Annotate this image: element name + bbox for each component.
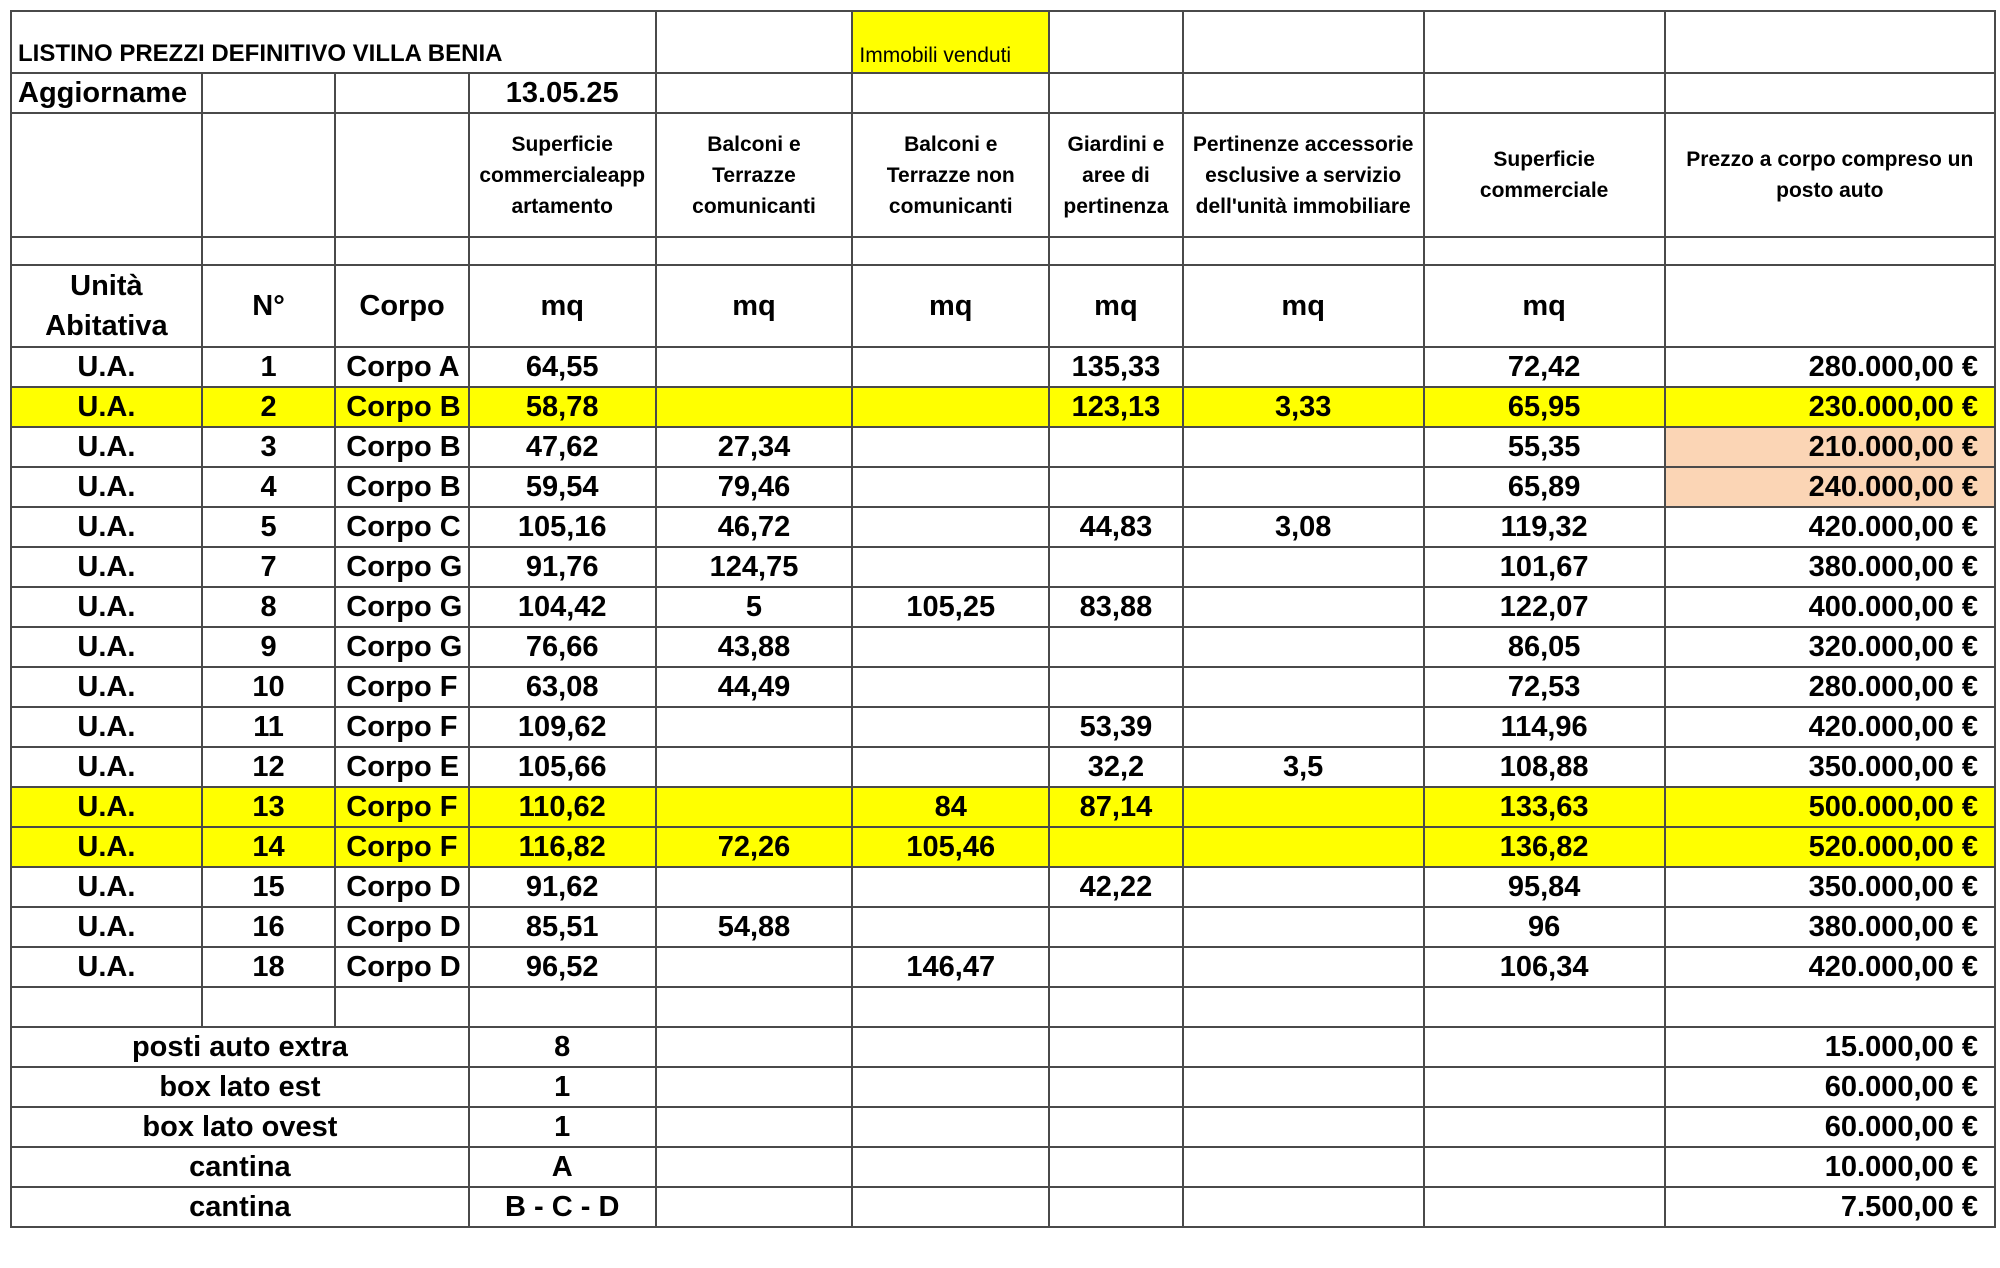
cell-giardini: 83,88 xyxy=(1049,587,1183,627)
extra-prezzo: 60.000,00 € xyxy=(1665,1067,1995,1107)
extra-qty: 1 xyxy=(469,1107,656,1147)
header-corpo: Corpo xyxy=(335,265,469,347)
cell-prezzo: 230.000,00 € xyxy=(1665,387,1995,427)
cell-balc-noncom xyxy=(852,427,1049,467)
update-row xyxy=(11,73,1995,113)
cell-giardini: 44,83 xyxy=(1049,507,1183,547)
empty-cell xyxy=(1049,1027,1183,1067)
empty-cell xyxy=(1183,73,1424,113)
cell-sup-comm: 96 xyxy=(1424,907,1665,947)
cell-sup-comm: 136,82 xyxy=(1424,827,1665,867)
cell-balc-com: 79,46 xyxy=(656,467,853,507)
cell-n: 11 xyxy=(202,707,336,747)
table-row xyxy=(11,587,1995,627)
cell-corpo: Corpo C xyxy=(335,507,469,547)
extra-qty: A xyxy=(469,1147,656,1187)
cell-balc-com: 54,88 xyxy=(656,907,853,947)
cell-sup-comm: 86,05 xyxy=(1424,627,1665,667)
empty-cell xyxy=(656,1147,853,1187)
cell-ua: U.A. xyxy=(11,747,202,787)
cell-balc-noncom: 84 xyxy=(852,787,1049,827)
extra-row xyxy=(11,1067,1995,1107)
extra-prezzo: 7.500,00 € xyxy=(1665,1187,1995,1227)
cell-ua: U.A. xyxy=(11,387,202,427)
cell-ua: U.A. xyxy=(11,467,202,507)
cell-sup-app: 91,76 xyxy=(469,547,656,587)
extra-label: posti auto extra xyxy=(11,1027,469,1067)
table-row xyxy=(11,707,1995,747)
cell-ua: U.A. xyxy=(11,667,202,707)
empty-cell xyxy=(656,1107,853,1147)
update-label: Aggiorname xyxy=(11,73,202,113)
table-row xyxy=(11,667,1995,707)
empty-cell xyxy=(1424,1107,1665,1147)
cell-balc-noncom xyxy=(852,507,1049,547)
header-mq: mq xyxy=(1183,265,1424,347)
cell-n: 7 xyxy=(202,547,336,587)
header-mq: mq xyxy=(469,265,656,347)
cell-sup-app: 58,78 xyxy=(469,387,656,427)
cell-pertinenze xyxy=(1183,867,1424,907)
cell-prezzo: 350.000,00 € xyxy=(1665,747,1995,787)
table-row xyxy=(11,347,1995,387)
cell-ua: U.A. xyxy=(11,907,202,947)
cell-sup-app: 110,62 xyxy=(469,787,656,827)
extra-qty: B - C - D xyxy=(469,1187,656,1227)
cell-n: 14 xyxy=(202,827,336,867)
empty-cell xyxy=(1183,1147,1424,1187)
table-row xyxy=(11,907,1995,947)
extra-row xyxy=(11,1187,1995,1227)
cell-n: 18 xyxy=(202,947,336,987)
empty-cell xyxy=(852,73,1049,113)
cell-sup-comm: 72,42 xyxy=(1424,347,1665,387)
table-row xyxy=(11,387,1995,427)
empty-cell xyxy=(1049,1187,1183,1227)
spacer-row xyxy=(11,987,1995,1027)
cell-pertinenze xyxy=(1183,587,1424,627)
cell-ua: U.A. xyxy=(11,427,202,467)
price-list-table xyxy=(10,10,1996,1228)
price-list-sheet xyxy=(10,10,1996,1228)
empty-cell xyxy=(1424,73,1665,113)
cell-giardini xyxy=(1049,547,1183,587)
extra-label: cantina xyxy=(11,1147,469,1187)
cell-balc-com: 124,75 xyxy=(656,547,853,587)
cell-ua: U.A. xyxy=(11,827,202,867)
header-giardini: Giardini e aree di pertinenza xyxy=(1049,113,1183,237)
header-mq: mq xyxy=(852,265,1049,347)
empty-cell xyxy=(1183,1107,1424,1147)
cell-balc-noncom xyxy=(852,467,1049,507)
cell-prezzo: 350.000,00 € xyxy=(1665,867,1995,907)
empty-cell xyxy=(1183,1067,1424,1107)
cell-sup-app: 47,62 xyxy=(469,427,656,467)
empty-cell xyxy=(1049,1147,1183,1187)
cell-balc-com xyxy=(656,747,853,787)
empty-cell xyxy=(656,1067,853,1107)
cell-corpo: Corpo B xyxy=(335,427,469,467)
empty-cell xyxy=(1049,1067,1183,1107)
cell-prezzo: 500.000,00 € xyxy=(1665,787,1995,827)
cell-corpo: Corpo G xyxy=(335,547,469,587)
cell-sup-comm: 65,89 xyxy=(1424,467,1665,507)
header-sup-comm: Superficie commerciale xyxy=(1424,113,1665,237)
cell-sup-comm: 106,34 xyxy=(1424,947,1665,987)
cell-pertinenze xyxy=(1183,667,1424,707)
cell-balc-noncom: 105,46 xyxy=(852,827,1049,867)
header-prezzo: Prezzo a corpo compreso un posto auto xyxy=(1665,113,1995,237)
empty-cell xyxy=(1049,1107,1183,1147)
cell-sup-comm: 119,32 xyxy=(1424,507,1665,547)
table-row xyxy=(11,947,1995,987)
cell-corpo: Corpo D xyxy=(335,867,469,907)
empty-cell xyxy=(1424,1147,1665,1187)
cell-balc-noncom xyxy=(852,387,1049,427)
cell-n: 12 xyxy=(202,747,336,787)
cell-prezzo: 420.000,00 € xyxy=(1665,947,1995,987)
cell-balc-noncom xyxy=(852,627,1049,667)
cell-ua: U.A. xyxy=(11,347,202,387)
empty-cell xyxy=(656,1187,853,1227)
cell-balc-noncom xyxy=(852,707,1049,747)
cell-prezzo: 380.000,00 € xyxy=(1665,547,1995,587)
empty-cell xyxy=(852,1147,1049,1187)
table-row xyxy=(11,747,1995,787)
cell-sup-comm: 55,35 xyxy=(1424,427,1665,467)
table-row xyxy=(11,787,1995,827)
header-mq: mq xyxy=(1424,265,1665,347)
cell-sup-app: 76,66 xyxy=(469,627,656,667)
cell-prezzo: 420.000,00 € xyxy=(1665,507,1995,547)
cell-pertinenze xyxy=(1183,547,1424,587)
cell-balc-com: 43,88 xyxy=(656,627,853,667)
empty-cell xyxy=(1424,1067,1665,1107)
cell-sup-app: 96,52 xyxy=(469,947,656,987)
header-balc-noncom: Balconi e Terrazze non comunicanti xyxy=(852,113,1049,237)
empty-cell xyxy=(1183,11,1424,73)
empty-cell xyxy=(335,73,469,113)
cell-ua: U.A. xyxy=(11,507,202,547)
extra-qty: 1 xyxy=(469,1067,656,1107)
extra-prezzo: 10.000,00 € xyxy=(1665,1147,1995,1187)
empty-cell xyxy=(335,113,469,237)
table-row xyxy=(11,867,1995,907)
cell-giardini xyxy=(1049,827,1183,867)
cell-sup-comm: 114,96 xyxy=(1424,707,1665,747)
cell-balc-com xyxy=(656,387,853,427)
cell-corpo: Corpo G xyxy=(335,627,469,667)
cell-sup-app: 59,54 xyxy=(469,467,656,507)
cell-pertinenze xyxy=(1183,347,1424,387)
cell-corpo: Corpo F xyxy=(335,707,469,747)
cell-ua: U.A. xyxy=(11,787,202,827)
cell-balc-com xyxy=(656,867,853,907)
cell-n: 15 xyxy=(202,867,336,907)
cell-corpo: Corpo D xyxy=(335,947,469,987)
cell-giardini xyxy=(1049,467,1183,507)
cell-giardini: 123,13 xyxy=(1049,387,1183,427)
cell-sup-app: 105,66 xyxy=(469,747,656,787)
cell-prezzo: 210.000,00 € xyxy=(1665,427,1995,467)
cell-prezzo: 380.000,00 € xyxy=(1665,907,1995,947)
cell-corpo: Corpo F xyxy=(335,667,469,707)
cell-balc-com: 27,34 xyxy=(656,427,853,467)
extra-prezzo: 15.000,00 € xyxy=(1665,1027,1995,1067)
cell-pertinenze xyxy=(1183,467,1424,507)
cell-sup-comm: 101,67 xyxy=(1424,547,1665,587)
cell-n: 1 xyxy=(202,347,336,387)
cell-n: 4 xyxy=(202,467,336,507)
cell-pertinenze xyxy=(1183,947,1424,987)
cell-ua: U.A. xyxy=(11,627,202,667)
cell-pertinenze xyxy=(1183,427,1424,467)
cell-ua: U.A. xyxy=(11,707,202,747)
cell-prezzo: 520.000,00 € xyxy=(1665,827,1995,867)
cell-prezzo: 240.000,00 € xyxy=(1665,467,1995,507)
cell-corpo: Corpo D xyxy=(335,907,469,947)
units-header-row xyxy=(11,265,1995,347)
cell-balc-com xyxy=(656,707,853,747)
empty-cell xyxy=(852,1067,1049,1107)
cell-sup-comm: 108,88 xyxy=(1424,747,1665,787)
empty-cell xyxy=(202,73,336,113)
table-row xyxy=(11,627,1995,667)
cell-sup-comm: 133,63 xyxy=(1424,787,1665,827)
cell-giardini xyxy=(1049,627,1183,667)
cell-corpo: Corpo F xyxy=(335,787,469,827)
cell-sup-comm: 65,95 xyxy=(1424,387,1665,427)
cell-ua: U.A. xyxy=(11,547,202,587)
cell-giardini: 53,39 xyxy=(1049,707,1183,747)
cell-prezzo: 420.000,00 € xyxy=(1665,707,1995,747)
cell-corpo: Corpo A xyxy=(335,347,469,387)
cell-sup-app: 105,16 xyxy=(469,507,656,547)
cell-corpo: Corpo B xyxy=(335,387,469,427)
cell-pertinenze xyxy=(1183,627,1424,667)
empty-cell xyxy=(852,1107,1049,1147)
empty-cell xyxy=(1424,1027,1665,1067)
cell-balc-com: 44,49 xyxy=(656,667,853,707)
empty-cell xyxy=(1049,73,1183,113)
cell-ua: U.A. xyxy=(11,867,202,907)
cell-giardini: 135,33 xyxy=(1049,347,1183,387)
cell-balc-com xyxy=(656,787,853,827)
cell-giardini xyxy=(1049,907,1183,947)
extra-label: cantina xyxy=(11,1187,469,1227)
cell-balc-noncom xyxy=(852,667,1049,707)
cell-pertinenze: 3,33 xyxy=(1183,387,1424,427)
cell-balc-noncom xyxy=(852,747,1049,787)
title-row xyxy=(11,11,1995,73)
cell-giardini xyxy=(1049,667,1183,707)
table-row xyxy=(11,467,1995,507)
cell-prezzo: 320.000,00 € xyxy=(1665,627,1995,667)
cell-balc-noncom xyxy=(852,547,1049,587)
header-mq: mq xyxy=(656,265,853,347)
extra-prezzo: 60.000,00 € xyxy=(1665,1107,1995,1147)
table-row xyxy=(11,547,1995,587)
header-mq: mq xyxy=(1049,265,1183,347)
empty-cell xyxy=(656,1027,853,1067)
empty-cell xyxy=(1424,1187,1665,1227)
cell-prezzo: 400.000,00 € xyxy=(1665,587,1995,627)
empty-cell xyxy=(1183,1027,1424,1067)
cell-corpo: Corpo B xyxy=(335,467,469,507)
cell-sup-comm: 95,84 xyxy=(1424,867,1665,907)
header-balc-com: Balconi e Terrazze comunicanti xyxy=(656,113,853,237)
cell-balc-com: 72,26 xyxy=(656,827,853,867)
cell-corpo: Corpo F xyxy=(335,827,469,867)
header-unita: Unità Abitativa xyxy=(11,265,202,347)
header-n: N° xyxy=(202,265,336,347)
extra-row xyxy=(11,1027,1995,1067)
cell-n: 10 xyxy=(202,667,336,707)
cell-balc-noncom: 105,25 xyxy=(852,587,1049,627)
cell-pertinenze xyxy=(1183,787,1424,827)
cell-giardini: 32,2 xyxy=(1049,747,1183,787)
empty-cell xyxy=(656,11,853,73)
empty-cell xyxy=(1665,265,1995,347)
cell-sup-comm: 72,53 xyxy=(1424,667,1665,707)
update-date: 13.05.25 xyxy=(469,73,656,113)
cell-sup-app: 63,08 xyxy=(469,667,656,707)
cell-pertinenze xyxy=(1183,827,1424,867)
header-sup-app: Superficie commercialeapp artamento xyxy=(469,113,656,237)
cell-n: 5 xyxy=(202,507,336,547)
cell-n: 9 xyxy=(202,627,336,667)
cell-sup-app: 104,42 xyxy=(469,587,656,627)
cell-prezzo: 280.000,00 € xyxy=(1665,667,1995,707)
column-header-row xyxy=(11,113,1995,237)
extra-row xyxy=(11,1147,1995,1187)
cell-sup-app: 116,82 xyxy=(469,827,656,867)
table-row xyxy=(11,827,1995,867)
table-row xyxy=(11,427,1995,467)
empty-cell xyxy=(1183,1187,1424,1227)
cell-sup-app: 109,62 xyxy=(469,707,656,747)
extra-row xyxy=(11,1107,1995,1147)
cell-sup-app: 85,51 xyxy=(469,907,656,947)
cell-pertinenze xyxy=(1183,707,1424,747)
empty-cell xyxy=(1665,11,1995,73)
cell-giardini: 42,22 xyxy=(1049,867,1183,907)
cell-ua: U.A. xyxy=(11,947,202,987)
empty-cell xyxy=(1424,11,1665,73)
cell-corpo: Corpo E xyxy=(335,747,469,787)
cell-balc-com: 5 xyxy=(656,587,853,627)
cell-balc-noncom xyxy=(852,867,1049,907)
cell-balc-noncom: 146,47 xyxy=(852,947,1049,987)
cell-ua: U.A. xyxy=(11,587,202,627)
spacer-row xyxy=(11,237,1995,265)
cell-balc-com xyxy=(656,947,853,987)
cell-pertinenze: 3,5 xyxy=(1183,747,1424,787)
cell-sup-comm: 122,07 xyxy=(1424,587,1665,627)
cell-n: 13 xyxy=(202,787,336,827)
cell-corpo: Corpo G xyxy=(335,587,469,627)
cell-pertinenze: 3,08 xyxy=(1183,507,1424,547)
extra-qty: 8 xyxy=(469,1027,656,1067)
cell-giardini: 87,14 xyxy=(1049,787,1183,827)
page-title: LISTINO PREZZI DEFINITIVO VILLA BENIA xyxy=(11,11,656,73)
cell-sup-app: 64,55 xyxy=(469,347,656,387)
empty-cell xyxy=(202,113,336,237)
cell-sup-app: 91,62 xyxy=(469,867,656,907)
cell-balc-noncom xyxy=(852,347,1049,387)
empty-cell xyxy=(852,1027,1049,1067)
cell-n: 2 xyxy=(202,387,336,427)
cell-balc-com: 46,72 xyxy=(656,507,853,547)
empty-cell xyxy=(1049,11,1183,73)
extra-label: box lato ovest xyxy=(11,1107,469,1147)
cell-n: 8 xyxy=(202,587,336,627)
cell-prezzo: 280.000,00 € xyxy=(1665,347,1995,387)
cell-balc-noncom xyxy=(852,907,1049,947)
extra-label: box lato est xyxy=(11,1067,469,1107)
cell-giardini xyxy=(1049,427,1183,467)
cell-balc-com xyxy=(656,347,853,387)
cell-n: 3 xyxy=(202,427,336,467)
cell-n: 16 xyxy=(202,907,336,947)
cell-pertinenze xyxy=(1183,907,1424,947)
empty-cell xyxy=(852,1187,1049,1227)
empty-cell xyxy=(1665,73,1995,113)
empty-cell xyxy=(656,73,853,113)
sold-legend: Immobili venduti xyxy=(852,11,1049,73)
header-pertinenze: Pertinenze accessorie esclusive a servizio dell'unità immobiliare xyxy=(1183,113,1424,237)
cell-giardini xyxy=(1049,947,1183,987)
empty-cell xyxy=(11,113,202,237)
table-row xyxy=(11,507,1995,547)
